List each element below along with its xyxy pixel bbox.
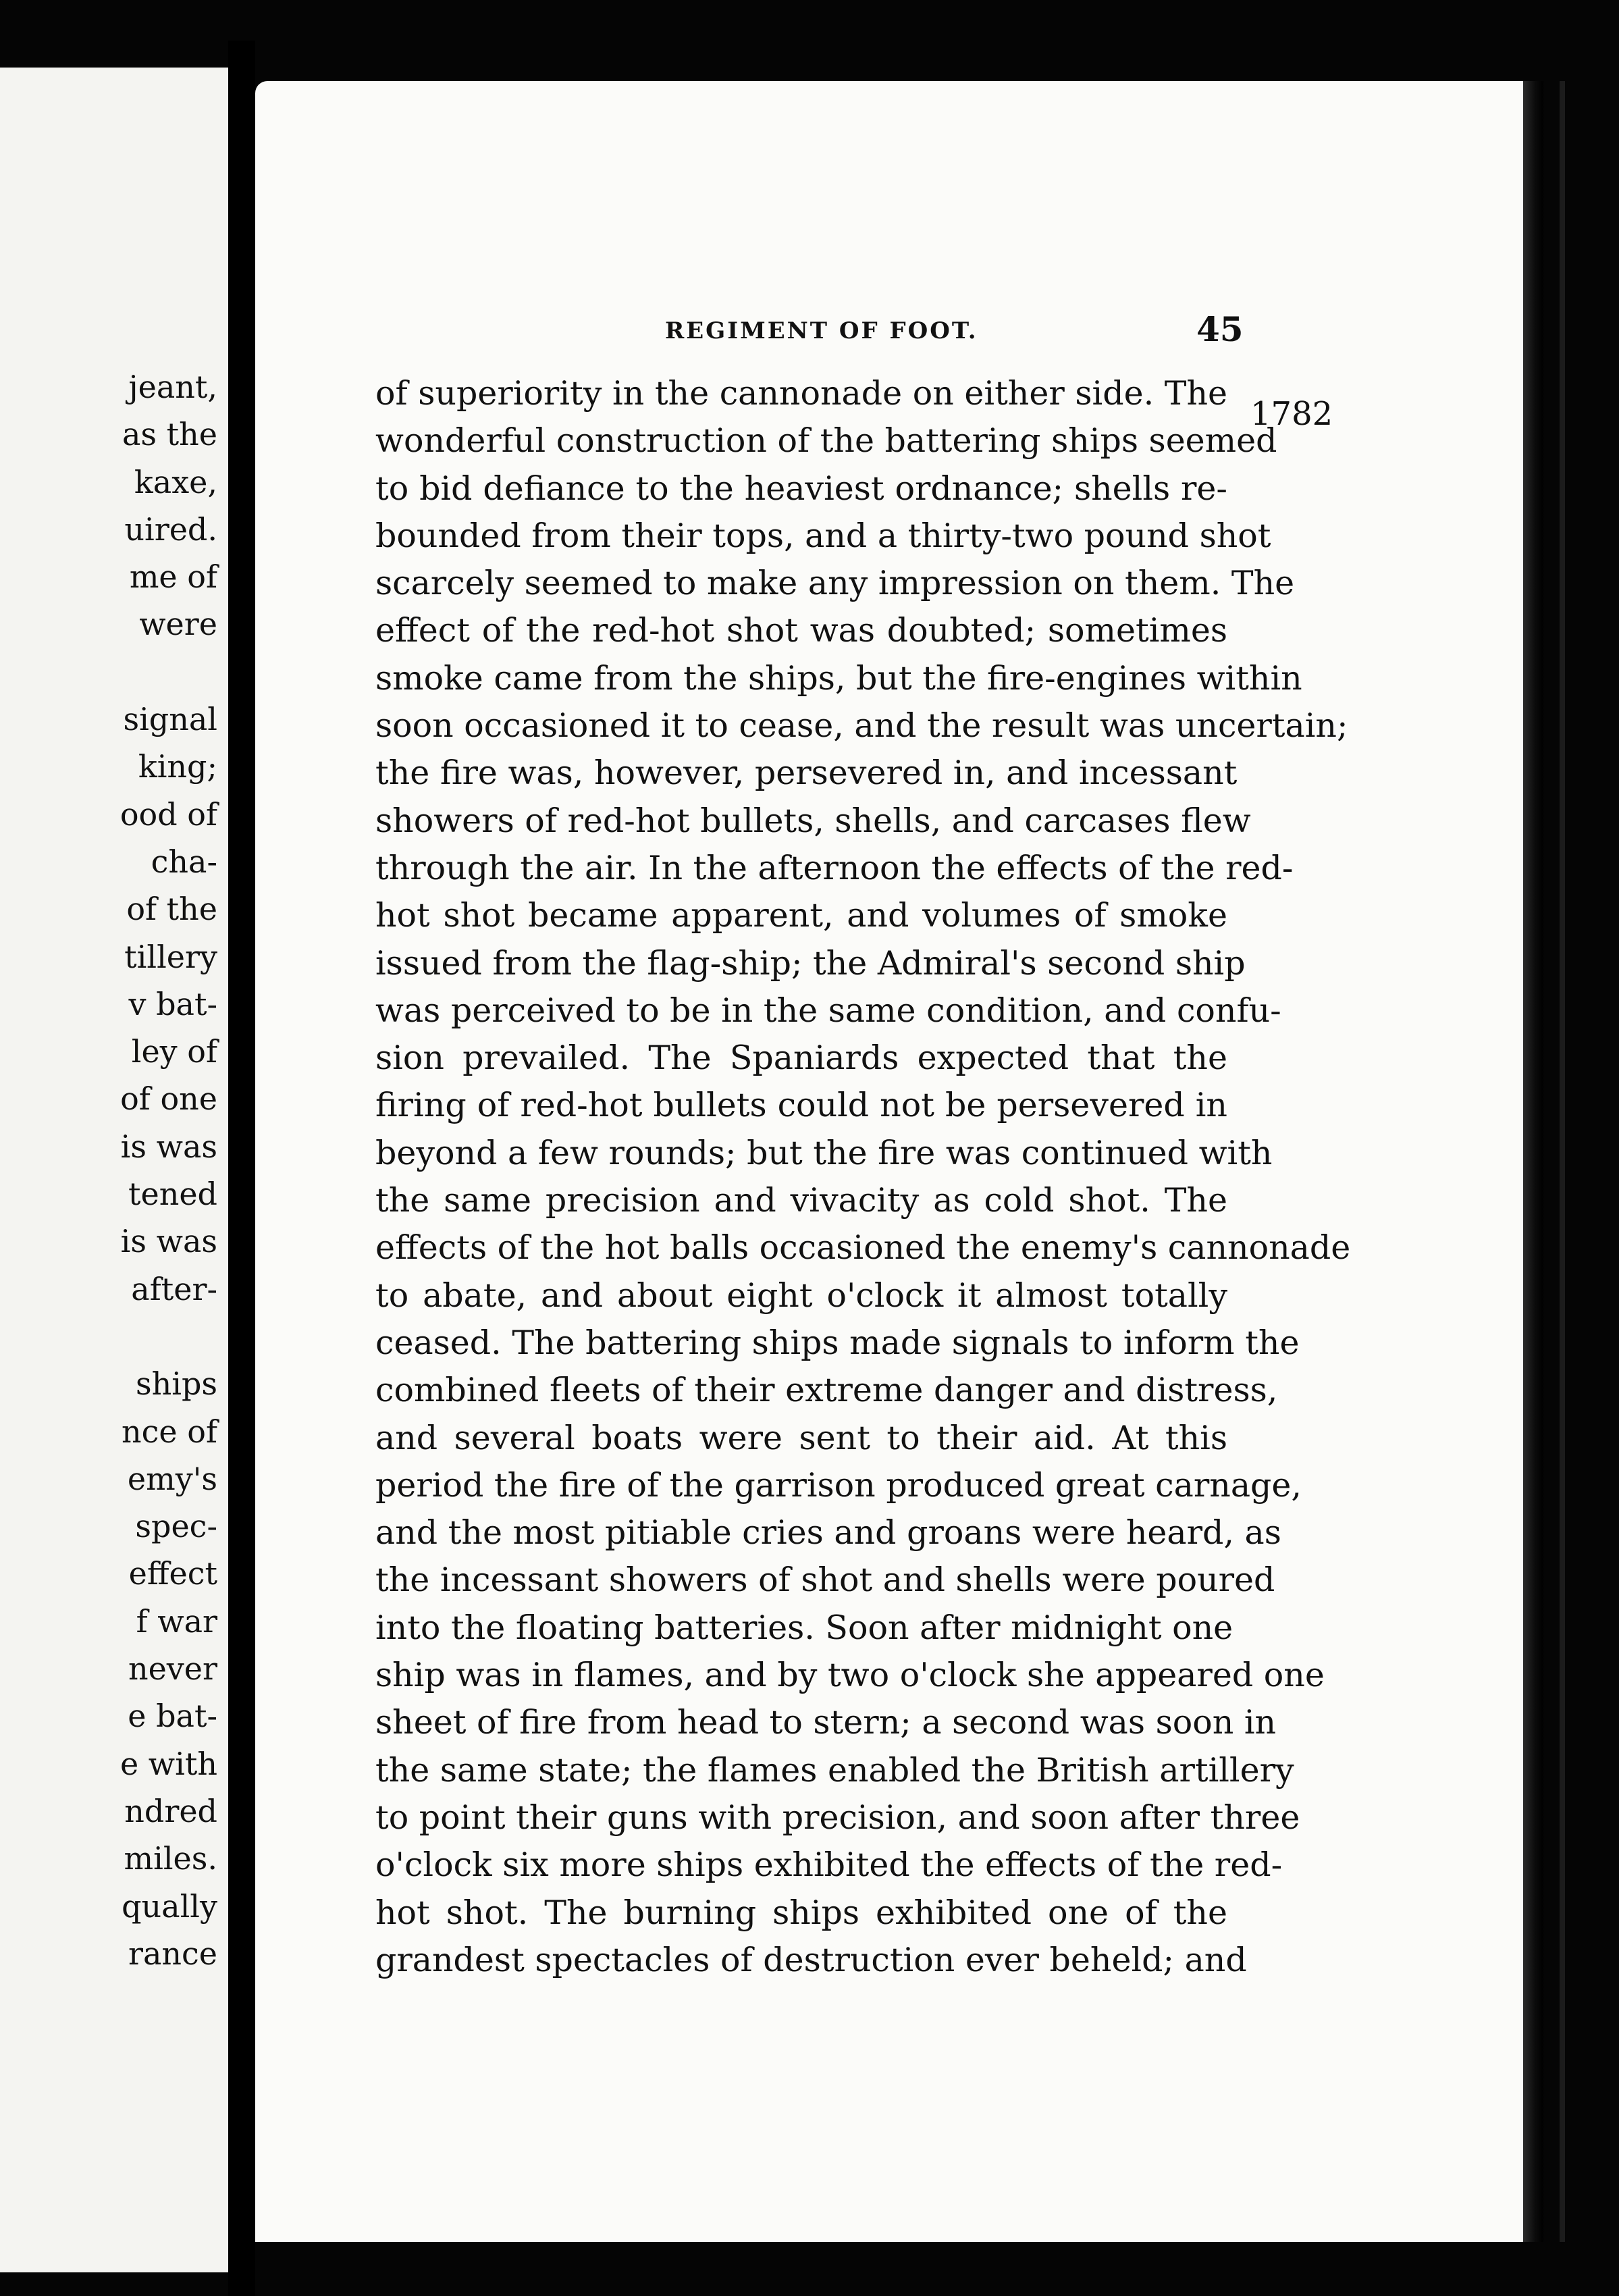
left-line: v bat- <box>128 985 217 1022</box>
running-head: REGIMENT OF FOOT. <box>665 317 978 344</box>
body-line: scarcely seemed to make any impression on them. The <box>375 564 1295 603</box>
left-line: were <box>139 606 217 643</box>
left-line: jeant, <box>128 369 217 405</box>
body-line: grandest spectacles of destruction ever beheld; and <box>375 1940 1247 1979</box>
left-line: rance <box>128 1935 217 1972</box>
left-line: ood of <box>120 795 217 833</box>
body-line: the same precision and vivacity as cold shot. The <box>375 1181 1227 1220</box>
body-line: and several boats were sent to their aid. At this <box>375 1418 1227 1457</box>
left-line: f war <box>136 1602 217 1640</box>
body-line: the same state; the flames enabled the British artillery <box>375 1750 1294 1790</box>
body-line: smoke came from the ships, but the fire-engines within <box>375 658 1302 698</box>
left-line: is was <box>120 1223 217 1260</box>
left-line: me of <box>129 558 217 596</box>
body-line: effects of the hot balls occasioned the enemy's cannonade <box>375 1228 1351 1268</box>
left-line: nce of <box>122 1413 217 1450</box>
body-line: into the floating batteries. Soon after midnight one <box>375 1608 1233 1647</box>
body-line: sheet of fire from head to stern; a second was soon in <box>375 1703 1277 1742</box>
body-line: to abate, and about eight o'clock it almost totally <box>375 1276 1227 1315</box>
left-line: ndred <box>124 1792 217 1829</box>
body-line: showers of red-hot bullets, shells, and carcases flew <box>375 801 1251 840</box>
book-gutter <box>228 41 255 2296</box>
left-line: signal <box>123 701 217 738</box>
left-line: king; <box>138 748 217 785</box>
left-line: as the <box>122 416 217 453</box>
left-line: ships <box>136 1365 217 1403</box>
left-line: after- <box>131 1270 217 1307</box>
book-edge <box>1560 81 1565 2242</box>
body-line: to bid defiance to the heaviest ordnance; shells re- <box>375 469 1227 508</box>
body-line: bounded from their tops, and a thirty-two pound shot <box>375 516 1271 555</box>
left-facing-page <box>0 68 228 2272</box>
marginal-year: 1782 <box>1250 395 1333 433</box>
body-line: ship was in flames, and by two o'clock she appeared one <box>375 1656 1325 1695</box>
left-line: cha- <box>151 843 217 880</box>
left-line: kaxe, <box>134 463 217 500</box>
body-line: wonderful construction of the battering ships seemed <box>375 421 1277 461</box>
left-line: ley of <box>131 1033 217 1070</box>
left-line: tillery <box>124 938 217 975</box>
left-line: effect <box>128 1555 217 1592</box>
body-line: to point their guns with precision, and soon after three <box>375 1798 1300 1837</box>
left-line: uired. <box>124 511 217 548</box>
body-line: ceased. The battering ships made signals to inform the <box>375 1323 1300 1362</box>
left-line: emy's <box>127 1460 217 1497</box>
body-line: soon occasioned it to cease, and the result was uncertain; <box>375 706 1348 746</box>
body-line: o'clock six more ships exhibited the effects of the red- <box>375 1846 1283 1885</box>
body-line: firing of red-hot bullets could not be persevered in <box>375 1086 1227 1125</box>
left-line: never <box>128 1650 217 1688</box>
left-line <box>0 648 217 696</box>
body-line: combined fleets of their extreme danger and distress, <box>375 1371 1278 1410</box>
body-line: beyond a few rounds; but the fire was continued with <box>375 1133 1273 1172</box>
body-line: period the fire of the garrison produced great carnage, <box>375 1465 1302 1505</box>
body-line: and the most pitiable cries and groans were heard, as <box>375 1513 1281 1553</box>
page-number: 45 <box>1196 309 1244 349</box>
body-line: through the air. In the afternoon the effects of the red- <box>375 848 1294 887</box>
left-line: e bat- <box>128 1698 217 1735</box>
body-line: was perceived to be in the same condition, and confu- <box>375 991 1281 1030</box>
left-line: of the <box>126 891 217 928</box>
body-line: of superiority in the cannonade on either side. The <box>375 374 1227 413</box>
body-line: issued from the flag-ship; the Admiral's second ship <box>375 943 1246 983</box>
left-line: qually <box>122 1887 217 1925</box>
body-line: hot shot. The burning ships exhibited one of the <box>375 1893 1227 1932</box>
left-line: e with <box>120 1745 217 1782</box>
body-line: the fire was, however, persevered in, and incessant <box>375 754 1238 793</box>
left-page-text <box>0 363 217 1977</box>
left-line: is was <box>120 1128 217 1165</box>
left-line: miles. <box>124 1840 217 1877</box>
left-line: tened <box>128 1176 217 1213</box>
body-line: hot shot became apparent, and volumes of smoke <box>375 896 1227 935</box>
left-line: of one <box>120 1080 217 1118</box>
page-edge-shadow <box>1523 81 1543 2242</box>
left-line <box>0 1313 217 1360</box>
body-line: the incessant showers of shot and shells were poured <box>375 1561 1275 1600</box>
body-line: sion prevailed. The Spaniards expected that the <box>375 1039 1227 1078</box>
body-line: effect of the red-hot shot was doubted; sometimes <box>375 611 1227 650</box>
left-line: spec- <box>135 1508 217 1545</box>
